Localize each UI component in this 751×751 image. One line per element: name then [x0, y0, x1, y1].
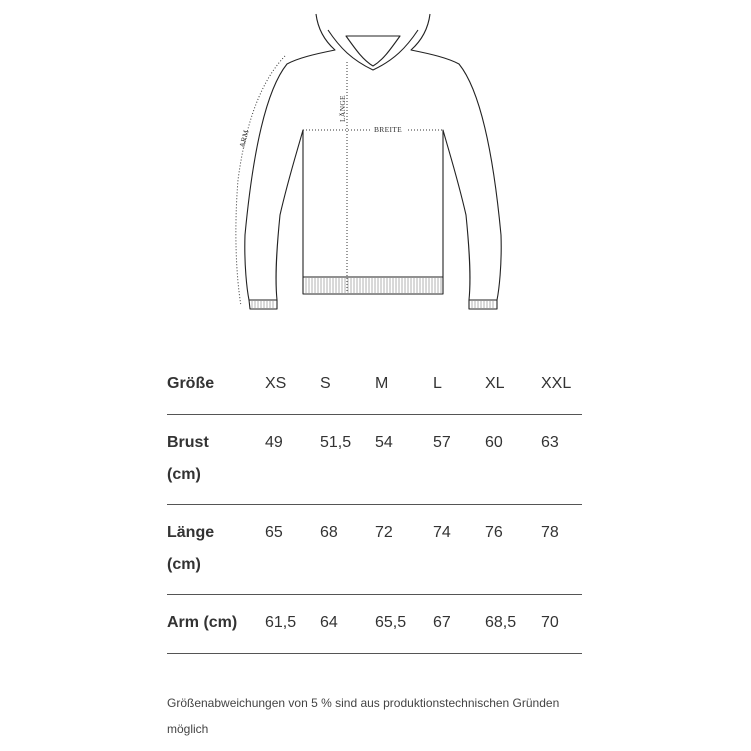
arm-measure-line [236, 56, 285, 306]
arm-label: ARM [237, 128, 251, 149]
table-cell: 76 [485, 505, 541, 595]
size-header-xxl: XXL [541, 356, 582, 415]
table-cell: 72 [375, 505, 433, 595]
row-label-arm: Arm (cm) [167, 595, 265, 654]
table-cell: 61,5 [265, 595, 320, 654]
size-header-label: Größe [167, 356, 265, 415]
size-table [167, 356, 582, 654]
size-header-m: M [375, 356, 433, 415]
row-label-brust: Brust (cm) [167, 415, 265, 505]
table-cell: 65 [265, 505, 320, 595]
hoodie-outline [245, 14, 501, 300]
table-cell: 49 [265, 415, 320, 505]
table-row-arm [167, 595, 582, 654]
size-header-s: S [320, 356, 375, 415]
table-cell: 64 [320, 595, 375, 654]
table-cell: 51,5 [320, 415, 375, 505]
cuff-ribbing [252, 301, 493, 308]
waistband-ribbing [306, 278, 441, 293]
table-cell: 57 [433, 415, 485, 505]
table-cell: 68,5 [485, 595, 541, 654]
table-cell: 74 [433, 505, 485, 595]
table-cell: 70 [541, 595, 582, 654]
hood-opening [346, 36, 400, 66]
width-label: BREITE [374, 125, 403, 134]
size-header-xs: XS [265, 356, 320, 415]
table-row-brust [167, 415, 582, 505]
table-cell: 54 [375, 415, 433, 505]
size-header-xl: XL [485, 356, 541, 415]
table-cell: 78 [541, 505, 582, 595]
hoodie-measurement-diagram [0, 0, 751, 320]
size-header-l: L [433, 356, 485, 415]
table-cell: 63 [541, 415, 582, 505]
table-cell: 60 [485, 415, 541, 505]
length-label: LÄNGE [338, 95, 347, 122]
row-label-laenge: Länge (cm) [167, 505, 265, 595]
table-cell: 67 [433, 595, 485, 654]
size-table-header-row [167, 356, 582, 415]
table-cell: 68 [320, 505, 375, 595]
size-deviation-footnote: Größenabweichungen von 5 % sind aus produktionstechnischen Gründen möglich [167, 696, 560, 736]
table-cell: 65,5 [375, 595, 433, 654]
table-row-laenge [167, 505, 582, 595]
